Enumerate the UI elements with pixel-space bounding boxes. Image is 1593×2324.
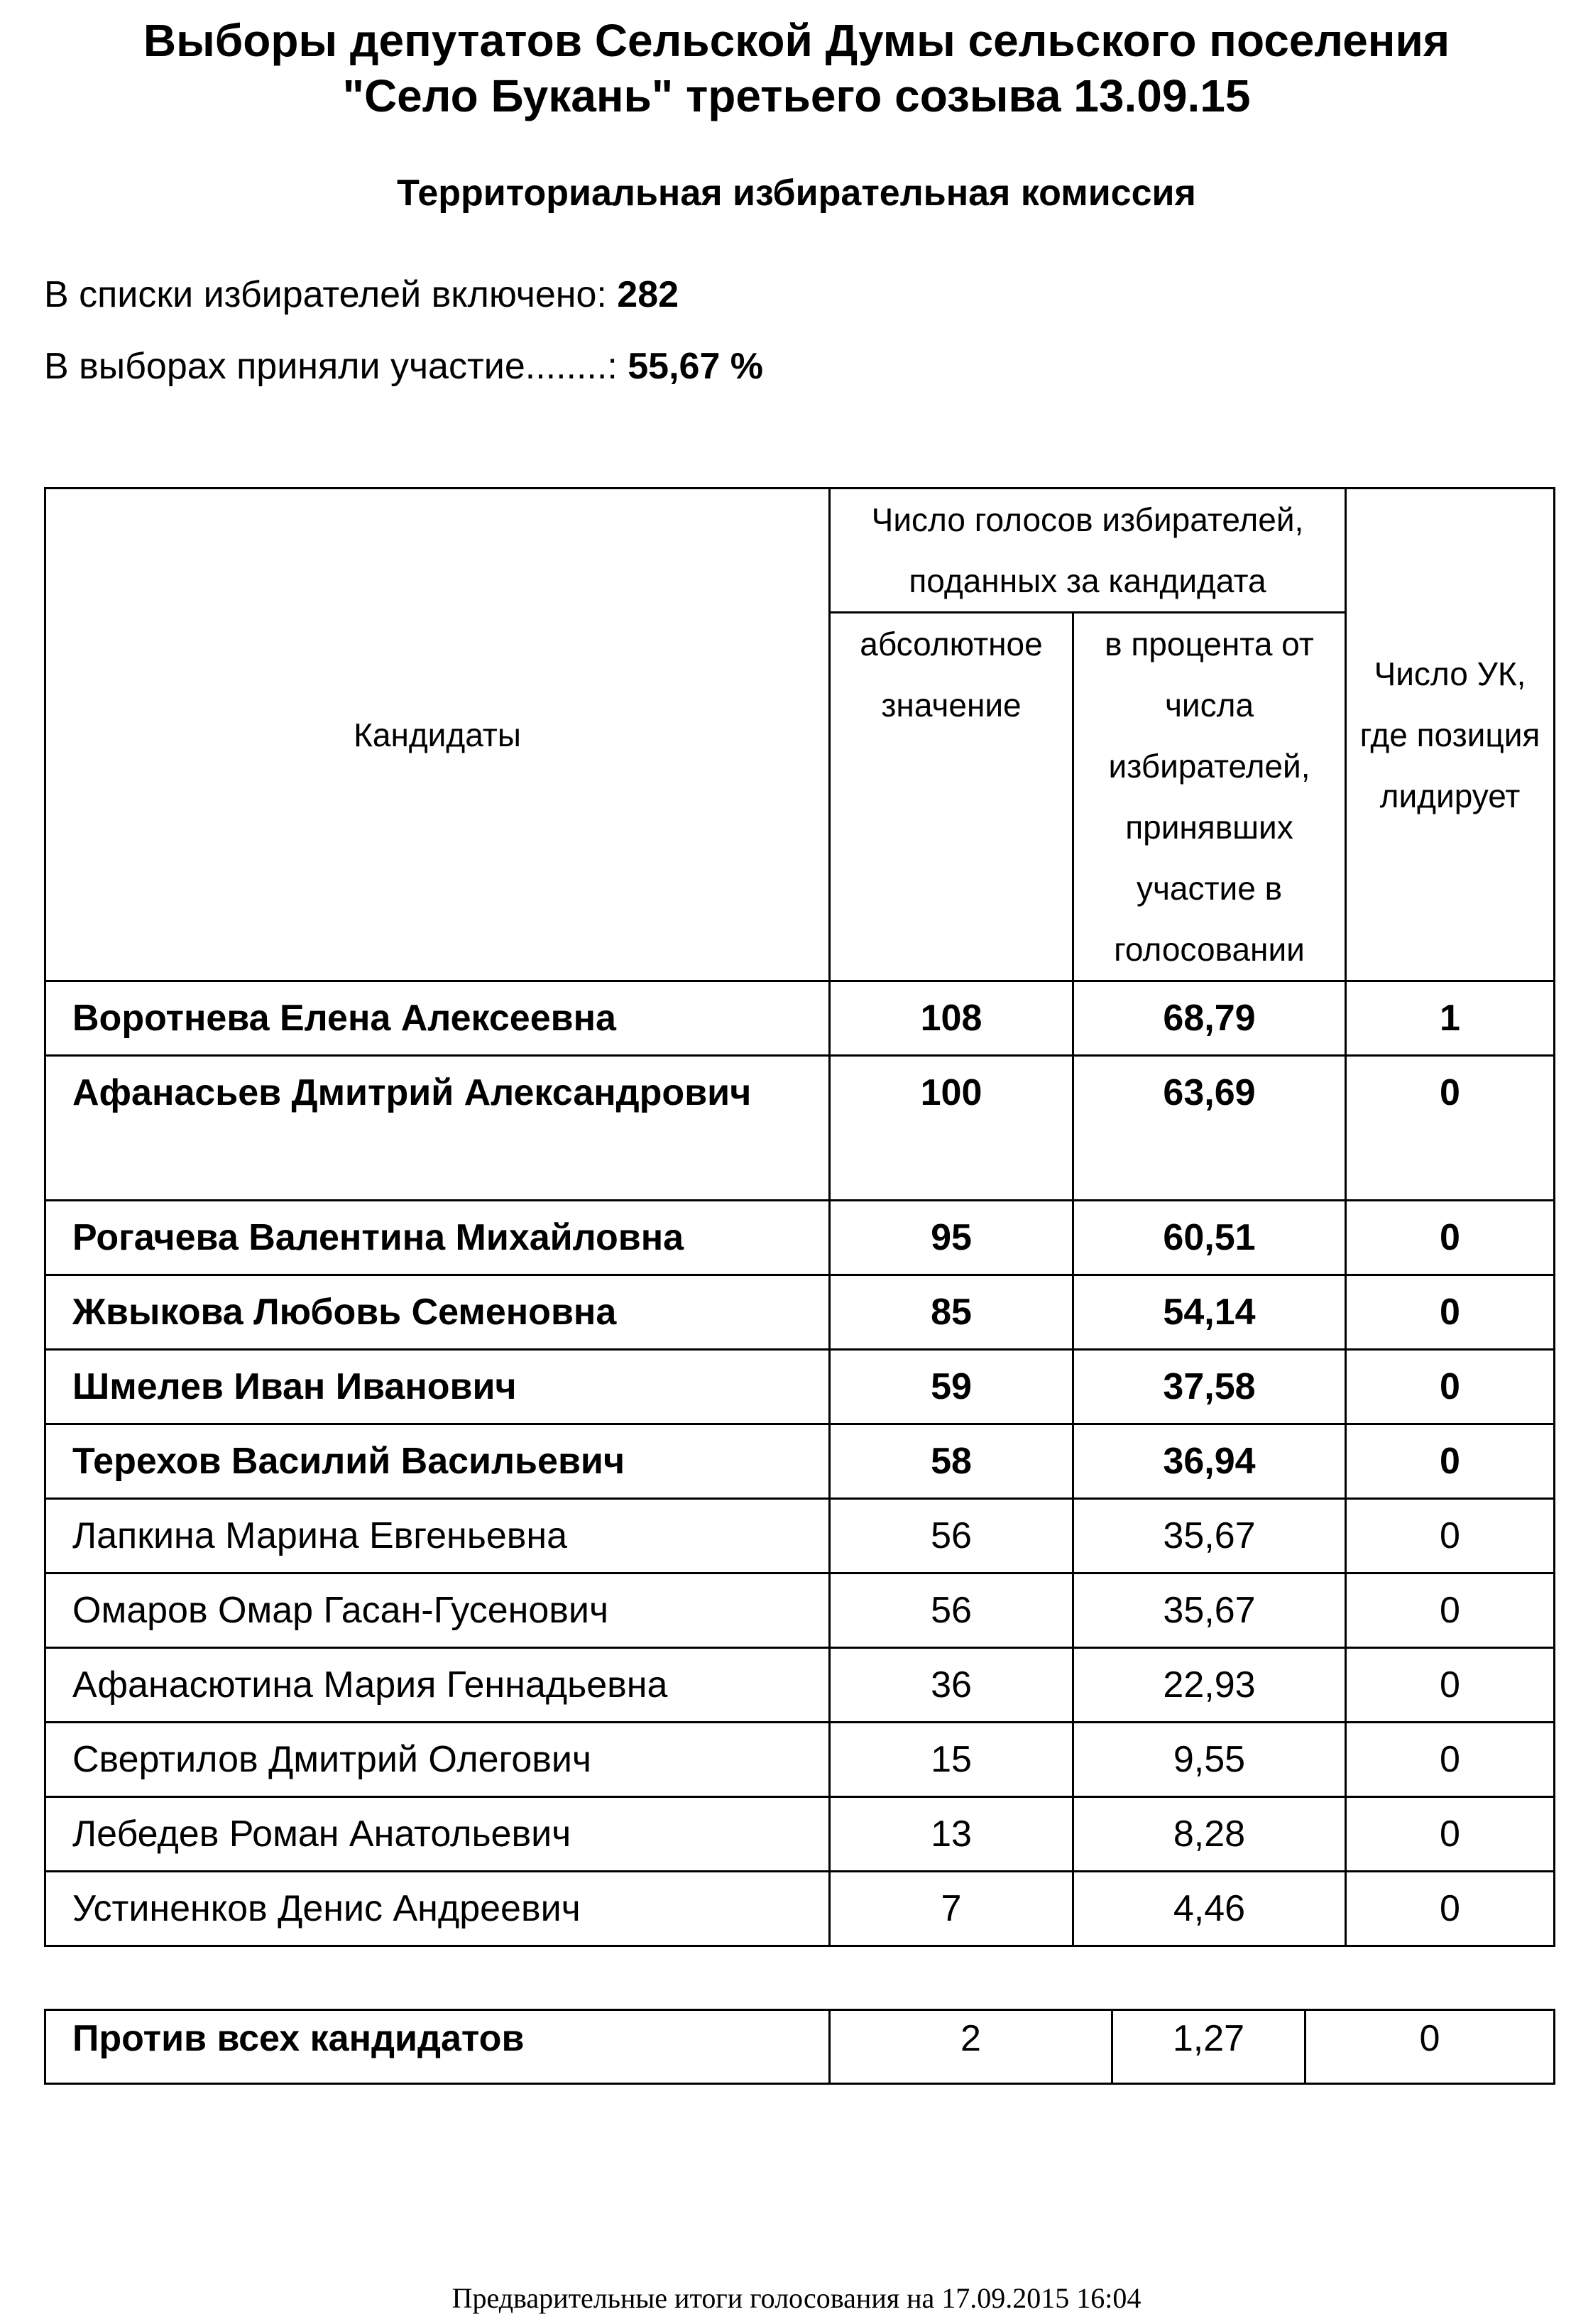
header-row — [45, 489, 1555, 613]
table-row — [45, 1350, 1555, 1424]
table-row — [45, 1797, 1555, 1872]
header-candidates: Кандидаты — [45, 489, 830, 981]
votes-absolute: 7 — [830, 1872, 1073, 1946]
votes-absolute: 95 — [830, 1201, 1073, 1275]
voters-value: 282 — [617, 274, 679, 315]
candidate-name: Шмелев Иван Иванович — [45, 1350, 830, 1424]
uk-leading-count: 0 — [1346, 1350, 1555, 1424]
votes-absolute: 13 — [830, 1797, 1073, 1872]
turnout-value: 55,67 % — [628, 346, 764, 387]
footer-note: Предварительные итоги голосования на 17.09.2015 16:04 — [451, 2282, 1142, 2314]
votes-percent: 35,67 — [1073, 1573, 1346, 1648]
against-absolute: 2 — [830, 2010, 1112, 2084]
results-table — [44, 487, 1555, 1947]
table-row — [45, 981, 1555, 1056]
votes-percent: 35,67 — [1073, 1499, 1346, 1573]
table-row — [45, 1648, 1555, 1723]
candidate-name: Рогачева Валентина Михайловна — [45, 1201, 830, 1275]
table-row — [45, 1275, 1555, 1350]
votes-absolute: 100 — [830, 1056, 1073, 1201]
voters-included — [44, 273, 679, 316]
votes-absolute: 59 — [830, 1350, 1073, 1424]
uk-leading-count: 0 — [1346, 1573, 1555, 1648]
against-row — [45, 2010, 1555, 2084]
against-label: Против всех кандидатов — [45, 2010, 830, 2084]
voters-label: В списки избирателей включено: — [44, 274, 618, 315]
against-percent: 1,27 — [1112, 2010, 1305, 2084]
header-votes-group: Число голосов избирателей, поданных за кандидата — [830, 489, 1346, 613]
candidate-name: Устиненков Денис Андреевич — [45, 1872, 830, 1946]
votes-absolute: 56 — [830, 1573, 1073, 1648]
votes-absolute: 58 — [830, 1424, 1073, 1499]
uk-leading-count: 0 — [1346, 1056, 1555, 1201]
candidate-name: Жвыкова Любовь Семеновна — [45, 1275, 830, 1350]
votes-percent: 9,55 — [1073, 1723, 1346, 1797]
candidate-name: Лебедев Роман Анатольевич — [45, 1797, 830, 1872]
votes-percent: 54,14 — [1073, 1275, 1346, 1350]
candidate-name: Свертилов Дмитрий Олегович — [45, 1723, 830, 1797]
uk-leading-count: 0 — [1346, 1201, 1555, 1275]
votes-absolute: 36 — [830, 1648, 1073, 1723]
candidate-name: Лапкина Марина Евгеньевна — [45, 1499, 830, 1573]
votes-percent: 8,28 — [1073, 1797, 1346, 1872]
uk-leading-count: 0 — [1346, 1275, 1555, 1350]
uk-leading-count: 0 — [1346, 1872, 1555, 1946]
votes-percent: 68,79 — [1073, 981, 1346, 1056]
votes-absolute: 15 — [830, 1723, 1073, 1797]
candidate-name: Афанасьев Дмитрий Александрович — [45, 1056, 830, 1201]
table-row — [45, 1573, 1555, 1648]
votes-percent: 37,58 — [1073, 1350, 1346, 1424]
uk-leading-count: 0 — [1346, 1723, 1555, 1797]
candidate-name: Афанасютина Мария Геннадьевна — [45, 1648, 830, 1723]
turnout-label: В выборах приняли участие........: — [44, 346, 628, 387]
title-line-1: Выборы депутатов Сельской Думы сельского поселения — [143, 15, 1450, 66]
votes-absolute: 85 — [830, 1275, 1073, 1350]
table-row — [45, 1723, 1555, 1797]
votes-absolute: 56 — [830, 1499, 1073, 1573]
candidate-name: Воротнева Елена Алексеевна — [45, 981, 830, 1056]
table-row — [45, 1201, 1555, 1275]
table-row — [45, 1056, 1555, 1201]
title-line-2: "Село Букань" третьего созыва 13.09.15 — [342, 70, 1251, 121]
votes-percent: 63,69 — [1073, 1056, 1346, 1201]
document-title — [0, 13, 1593, 124]
uk-leading-count: 1 — [1346, 981, 1555, 1056]
votes-absolute: 108 — [830, 981, 1073, 1056]
uk-leading-count: 0 — [1346, 1424, 1555, 1499]
table-row — [45, 1499, 1555, 1573]
header-absolute: абсолютное значение — [830, 613, 1073, 981]
votes-percent: 4,46 — [1073, 1872, 1346, 1946]
table-row — [45, 1424, 1555, 1499]
table-row — [45, 1872, 1555, 1946]
uk-leading-count: 0 — [1346, 1648, 1555, 1723]
votes-percent: 60,51 — [1073, 1201, 1346, 1275]
header-uk-count: Число УК, где позиция лидирует — [1346, 489, 1555, 981]
against-uk: 0 — [1305, 2010, 1555, 2084]
uk-leading-count: 0 — [1346, 1499, 1555, 1573]
against-all-table — [44, 2009, 1555, 2085]
candidate-name: Омаров Омар Гасан-Гусенович — [45, 1573, 830, 1648]
votes-percent: 22,93 — [1073, 1648, 1346, 1723]
header-percent: в процента от числа избирателей, принявших участие в голосовании — [1073, 613, 1346, 981]
uk-leading-count: 0 — [1346, 1797, 1555, 1872]
candidate-name: Терехов Василий Васильевич — [45, 1424, 830, 1499]
commission-heading: Территориальная избирательная комиссия — [397, 173, 1196, 214]
votes-percent: 36,94 — [1073, 1424, 1346, 1499]
turnout — [44, 345, 763, 388]
